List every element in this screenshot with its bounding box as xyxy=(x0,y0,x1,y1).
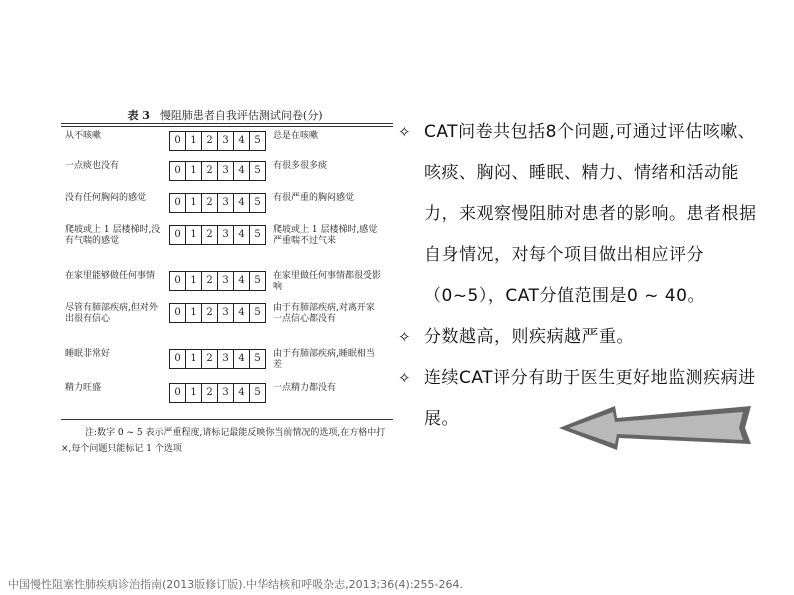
score-scale[interactable] xyxy=(169,161,266,181)
score-box[interactable]: 2 xyxy=(202,304,218,322)
score-box[interactable]: 4 xyxy=(234,162,250,180)
score-box[interactable]: 3 xyxy=(218,384,234,402)
score-box[interactable]: 2 xyxy=(202,194,218,212)
row-right-label: 一点精力都没有 xyxy=(273,383,337,393)
row-left-label: 没有任何胸闷的感觉 xyxy=(65,193,147,203)
score-box[interactable]: 4 xyxy=(234,304,250,322)
bullet-text: 分数越高，则疾病越严重。 xyxy=(424,327,634,347)
score-box[interactable]: 3 xyxy=(218,350,234,368)
score-box[interactable]: 0 xyxy=(170,304,186,322)
row-right-label: 有很多很多痰 xyxy=(273,161,328,171)
row-left-label: 一点痰也没有 xyxy=(65,161,120,171)
score-box[interactable]: 4 xyxy=(234,350,250,368)
score-box[interactable]: 2 xyxy=(202,350,218,368)
score-scale[interactable] xyxy=(169,383,266,403)
score-box[interactable]: 1 xyxy=(186,272,202,290)
score-box[interactable]: 5 xyxy=(254,135,261,146)
row-right-label: 由于有肺部疾病,睡眠相当差 xyxy=(273,349,375,370)
table-title xyxy=(55,107,395,123)
score-box[interactable]: 1 xyxy=(186,162,202,180)
score-scale[interactable] xyxy=(169,131,266,151)
bullet-list xyxy=(398,112,768,440)
score-box[interactable]: 5 xyxy=(254,387,261,398)
score-box[interactable]: 5 xyxy=(254,197,261,208)
score-box[interactable]: 5 xyxy=(254,275,261,286)
score-box[interactable]: 3 xyxy=(218,272,234,290)
score-box[interactable]: 4 xyxy=(234,132,250,150)
score-box[interactable]: 5 xyxy=(254,353,261,364)
score-box[interactable]: 0 xyxy=(170,162,186,180)
row-left-label: 在家里能够做任何事情 xyxy=(65,271,156,281)
row-left-label: 精力旺盛 xyxy=(65,383,102,393)
score-box[interactable]: 5 xyxy=(254,165,261,176)
score-box[interactable]: 2 xyxy=(202,272,218,290)
bullet-item xyxy=(398,112,768,317)
score-box[interactable]: 1 xyxy=(186,194,202,212)
row-right-label: 总是在咳嗽 xyxy=(273,131,319,141)
row-left-label: 睡眠非常好 xyxy=(65,349,111,359)
table-bottom-rule xyxy=(61,419,393,420)
four-point-star-icon: ✧ xyxy=(398,369,411,387)
score-box[interactable]: 4 xyxy=(234,384,250,402)
score-box[interactable]: 0 xyxy=(170,350,186,368)
left-arrow-icon xyxy=(555,398,755,454)
score-scale[interactable] xyxy=(169,193,266,213)
row-right-label: 爬坡或上 1 层楼梯时,感觉严重喘不过气来 xyxy=(273,225,378,246)
row-right-label: 在家里做任何事情都很受影响 xyxy=(273,271,382,292)
score-box[interactable]: 2 xyxy=(202,132,218,150)
score-box[interactable]: 3 xyxy=(218,132,234,150)
table-title-text: 慢阻肺患者自我评估测试问卷(分) xyxy=(159,109,323,122)
bullet-text: CAT问卷共包括8个问题,可通过评估咳嗽、咳痰、胸闷、睡眠、精力、情绪和活动能力，来观察慢阻肺对患者的影响。患者根据自身情况，对每个项目做出相应评分（0~5），CAT分值范围是0 ~ 40。 xyxy=(424,122,757,306)
table-top-rule xyxy=(61,123,393,124)
row-left-label: 从不咳嗽 xyxy=(65,131,102,141)
citation-text: 中国慢性阻塞性肺疾病诊治指南(2013版修订版).中华结核和呼吸杂志,2013;36(4):255-264. xyxy=(8,578,464,591)
score-box[interactable]: 0 xyxy=(170,272,186,290)
score-box[interactable]: 0 xyxy=(170,132,186,150)
four-point-star-icon: ✧ xyxy=(398,123,411,141)
score-scale[interactable] xyxy=(169,303,266,323)
score-box[interactable]: 3 xyxy=(218,304,234,322)
row-left-label: 尽管有肺部疾病,但对外出很有信心 xyxy=(65,303,158,324)
score-box[interactable]: 3 xyxy=(218,226,234,244)
score-box[interactable]: 2 xyxy=(202,384,218,402)
score-box[interactable]: 4 xyxy=(234,272,250,290)
score-box[interactable]: 2 xyxy=(202,162,218,180)
row-right-label: 有很严重的胸闷感觉 xyxy=(273,193,355,203)
cat-questionnaire-table xyxy=(55,95,395,475)
score-box[interactable]: 5 xyxy=(254,307,261,318)
score-box[interactable]: 3 xyxy=(218,194,234,212)
score-scale[interactable] xyxy=(169,271,266,291)
score-box[interactable]: 4 xyxy=(234,226,250,244)
score-box[interactable]: 1 xyxy=(186,304,202,322)
score-box[interactable]: 1 xyxy=(186,226,202,244)
score-box[interactable]: 4 xyxy=(234,194,250,212)
table-top-rule-inner xyxy=(61,126,393,127)
table-title-label: 表 3 xyxy=(127,109,150,122)
score-box[interactable]: 0 xyxy=(170,226,186,244)
score-box[interactable]: 0 xyxy=(170,384,186,402)
score-box[interactable]: 5 xyxy=(254,229,261,240)
score-scale[interactable] xyxy=(169,225,266,245)
bullet-text: 连续CAT评分有助于医生更好地监测疾病进展。 xyxy=(424,368,756,429)
score-box[interactable]: 3 xyxy=(218,162,234,180)
row-right-label: 由于有肺部疾病,对离开家一点信心都没有 xyxy=(273,303,375,324)
row-left-label: 爬坡或上 1 层楼梯时,没有气喘的感觉 xyxy=(65,225,161,246)
score-box[interactable]: 2 xyxy=(202,226,218,244)
score-box[interactable]: 0 xyxy=(170,194,186,212)
score-box[interactable]: 1 xyxy=(186,132,202,150)
score-box[interactable]: 1 xyxy=(186,384,202,402)
bullet-item xyxy=(398,317,768,358)
table-note: 注:数字 0 ~ 5 表示严重程度,请标记最能反映你当前情况的选项,在方格中打 ×,每个问题只能标记 1 个选项 xyxy=(61,428,386,454)
score-box[interactable]: 1 xyxy=(186,350,202,368)
four-point-star-icon: ✧ xyxy=(398,328,411,346)
score-scale[interactable] xyxy=(169,349,266,369)
